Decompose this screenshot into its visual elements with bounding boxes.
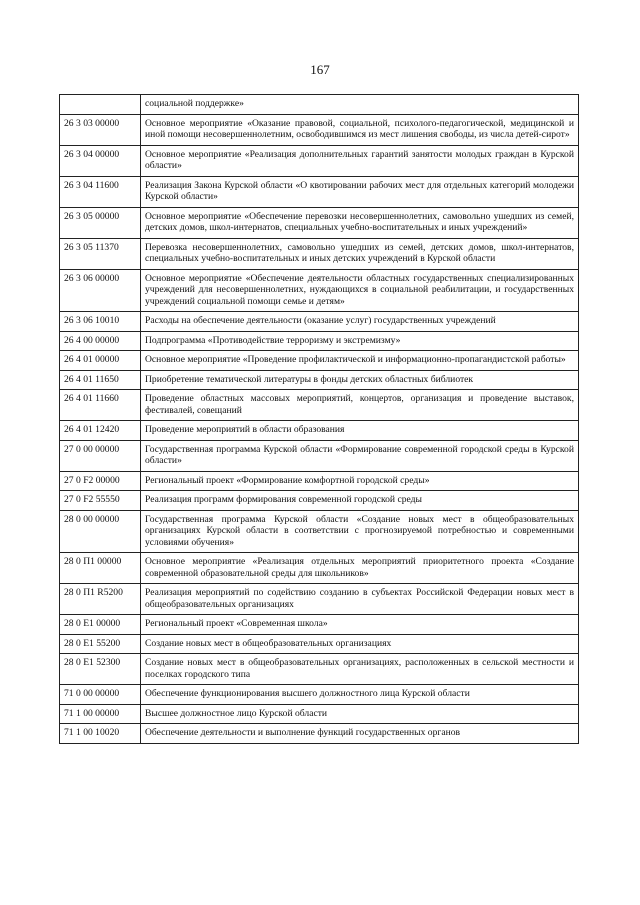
row-code: 71 0 00 00000	[60, 685, 141, 705]
table-row	[60, 176, 579, 207]
row-description: Обеспечение функционирования высшего должностного лица Курской области	[141, 685, 579, 705]
table-row	[60, 440, 579, 471]
row-description: Перевозка несовершеннолетних, самовольно ушедших из семей, детских домов, школ-интернатов, специальных учебно-воспитательных и иных детских учреждений в Курской области	[141, 238, 579, 269]
row-code: 71 1 00 00000	[60, 704, 141, 724]
table-row	[60, 351, 579, 371]
row-code: 28 0 E1 00000	[60, 615, 141, 635]
table-row	[60, 390, 579, 421]
page-number: 167	[310, 62, 330, 77]
row-description: Расходы на обеспечение деятельности (оказание услуг) государственных учреждений	[141, 312, 579, 332]
row-description: Основное мероприятие «Реализация дополнительных гарантий занятости молодых граждан в Курской области»	[141, 145, 579, 176]
row-code: 26 4 00 00000	[60, 331, 141, 351]
row-code: 27 0 F2 55550	[60, 491, 141, 511]
table-row	[60, 114, 579, 145]
row-code: 71 1 00 10020	[60, 724, 141, 744]
row-description: Создание новых мест в общеобразовательных организациях	[141, 634, 579, 654]
row-code: 27 0 00 00000	[60, 440, 141, 471]
row-description: Реализация программ формирования современной городской среды	[141, 491, 579, 511]
row-description: Основное мероприятие «Реализация отдельных мероприятий приоритетного проекта «Создание современной образовательной среды для школьников»	[141, 553, 579, 584]
row-code: 26 3 06 00000	[60, 269, 141, 312]
row-description: социальной поддержке»	[141, 95, 579, 115]
row-description: Подпрограмма «Противодействие терроризму и экстремизму»	[141, 331, 579, 351]
table-row	[60, 491, 579, 511]
row-code: 26 3 04 00000	[60, 145, 141, 176]
table-row	[60, 421, 579, 441]
table-row	[60, 584, 579, 615]
row-code: 26 4 01 11660	[60, 390, 141, 421]
table-row	[60, 634, 579, 654]
table-row	[60, 704, 579, 724]
row-code: 26 4 01 11650	[60, 370, 141, 390]
row-description: Обеспечение деятельности и выполнение функций государственных органов	[141, 724, 579, 744]
table-row	[60, 370, 579, 390]
row-description: Основное мероприятие «Обеспечение перевозки несовершеннолетних, самовольно ушедших из семей, детских домов, школ-интернатов, специальных учебно-воспитательных и иных учреждений»	[141, 207, 579, 238]
table-row	[60, 654, 579, 685]
row-code: 28 0 E1 55200	[60, 634, 141, 654]
table-row	[60, 207, 579, 238]
row-description: Государственная программа Курской области «Создание новых мест в общеобразовательных организациях Курской области в соответствии с прогнозируемой потребностью и современными условиями обучения»	[141, 510, 579, 553]
table-row	[60, 553, 579, 584]
table-row	[60, 238, 579, 269]
table-row	[60, 269, 579, 312]
row-description: Создание новых мест в общеобразовательных организациях, расположенных в сельской местности и поселках городского типа	[141, 654, 579, 685]
row-code: 26 3 04 11600	[60, 176, 141, 207]
row-code: 28 0 П1 00000	[60, 553, 141, 584]
table-row	[60, 312, 579, 332]
row-description: Основное мероприятие «Проведение профилактической и информационно-пропагандистской работы»	[141, 351, 579, 371]
row-code: 26 4 01 12420	[60, 421, 141, 441]
row-description: Высшее должностное лицо Курской области	[141, 704, 579, 724]
table-row	[60, 95, 579, 115]
table-body	[60, 95, 579, 744]
row-code: 28 0 00 00000	[60, 510, 141, 553]
row-description: Реализация мероприятий по содействию созданию в субъектах Российской Федерации новых мест в общеобразовательных организациях	[141, 584, 579, 615]
table-row	[60, 331, 579, 351]
row-code: 27 0 F2 00000	[60, 471, 141, 491]
row-code: 28 0 П1 R5200	[60, 584, 141, 615]
table-row	[60, 145, 579, 176]
row-description: Государственная программа Курской области «Формирование современной городской среды в Курской области»	[141, 440, 579, 471]
table-row	[60, 471, 579, 491]
row-code: 26 3 03 00000	[60, 114, 141, 145]
row-description: Основное мероприятие «Обеспечение деятельности областных государственных специализированных учреждений для несовершеннолетних, нуждающихся в социальной реабилитации, и государственных учреждений социальной помощи семье и детям»	[141, 269, 579, 312]
row-description: Проведение мероприятий в области образования	[141, 421, 579, 441]
table-row	[60, 724, 579, 744]
table-row	[60, 615, 579, 635]
row-code: 26 3 05 00000	[60, 207, 141, 238]
row-description: Приобретение тематической литературы в фонды детских областных библиотек	[141, 370, 579, 390]
row-code: 26 3 05 11370	[60, 238, 141, 269]
row-description: Проведение областных массовых мероприятий, концертов, организация и проведение выставок, фестивалей, совещаний	[141, 390, 579, 421]
row-description: Региональный проект «Формирование комфортной городской среды»	[141, 471, 579, 491]
row-code: 28 0 E1 52300	[60, 654, 141, 685]
budget-code-table	[59, 94, 579, 744]
row-code: 26 3 06 10010	[60, 312, 141, 332]
row-code: 26 4 01 00000	[60, 351, 141, 371]
row-description: Региональный проект «Современная школа»	[141, 615, 579, 635]
row-description: Основное мероприятие «Оказание правовой, социальной, психолого-педагогической, медицинской и иной помощи несовершеннолетним, освободившимся из мест лишения свободы, из числа детей-сирот»	[141, 114, 579, 145]
row-code	[60, 95, 141, 115]
table-row	[60, 685, 579, 705]
table-row	[60, 510, 579, 553]
row-description: Реализация Закона Курской области «О квотировании рабочих мест для отдельных категорий молодежи Курской области»	[141, 176, 579, 207]
